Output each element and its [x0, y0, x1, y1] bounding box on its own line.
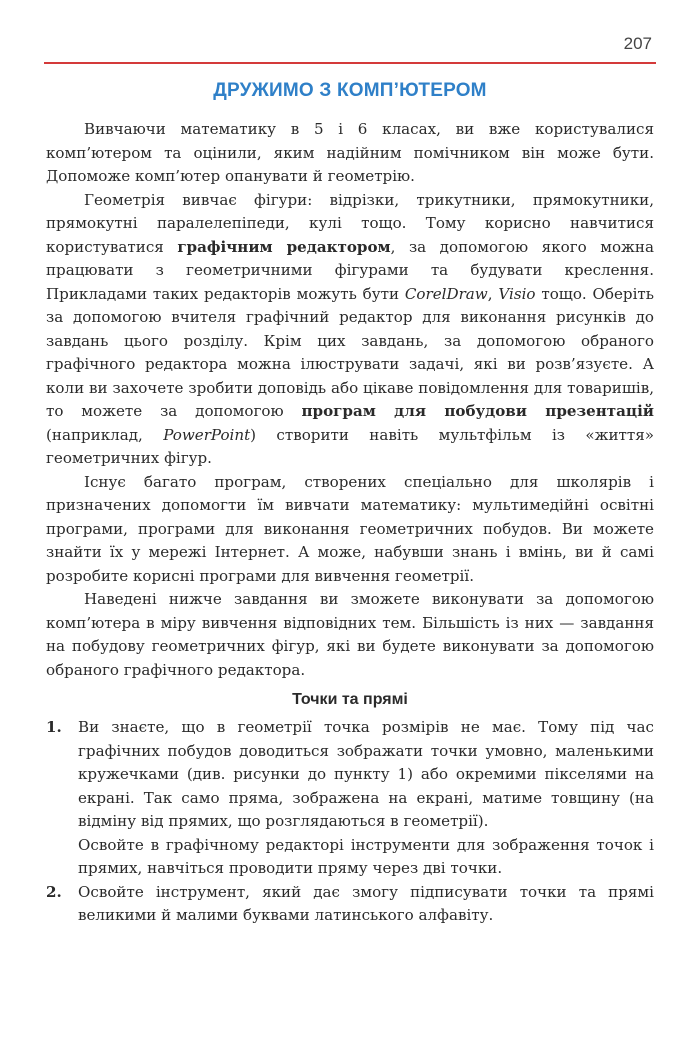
task-text: Освойте інструмент, який дає змогу підписувати точки та прямі великими й малими буквами латинського алфавіту. — [78, 882, 654, 924]
task-extra-text: Освойте в графічному редакторі інструменти для зображення точок і прямих, навчіться проводити пряму через дві точки. — [78, 835, 654, 877]
italic-term-visio: Visio — [498, 284, 536, 303]
bold-term-graphic-editor: графічним редактором — [177, 237, 391, 256]
text-run: , за допомогою якого можна працювати з геометричними фігурами та будувати креслення. Прикладами таких редакторів можуть бути — [46, 237, 654, 303]
text-run: (наприклад, — [46, 425, 164, 444]
task-body — [78, 716, 654, 881]
paragraph-2 — [46, 189, 654, 471]
text-run: , — [487, 284, 499, 303]
task-item — [46, 716, 654, 881]
page-title: ДРУЖИМО З КОМП’ЮТЕРОМ — [213, 80, 487, 101]
section-heading: Точки та прямі — [292, 691, 408, 708]
task-body — [78, 881, 654, 928]
text-run: Геометрія вивчає фігури: відрізки, трикутники, прямокутники, прямокутні паралелепіпеди, кулі тощо. Тому корисно навчитися користуватися — [46, 190, 654, 256]
text-run: ) створити навіть мультфільм із «життя» геометричних фігур. — [46, 425, 655, 467]
paragraph-1: Вивчаючи математику в 5 і 6 класах, ви вже користувалися комп’ютером та оцінили, яким надійним помічником він може бути. Допоможе комп’ютер опанувати й геометрію. — [46, 120, 654, 185]
header-rule — [44, 62, 656, 64]
task-item — [46, 881, 654, 928]
italic-term-powerpoint: PowerPoint — [163, 425, 251, 444]
text-run: тощо. Оберіть за допомогою вчителя графічний редактор для виконання рисунків до завдань цього розділу. Крім цих завдань, за допомогою обраного графічного редактора можна ілюструвати задачі, які ви розв’язуєте. А коли ви захочете зробити доповідь або цікаве повідомлення для товаришів, то можете за допомогою — [46, 284, 654, 420]
task-number: 2. — [46, 882, 62, 901]
bold-term-presentations: програм для побудови презентацій — [301, 402, 654, 420]
italic-term-coreldraw: CorelDraw — [404, 284, 488, 303]
page-number: 207 — [623, 34, 652, 53]
paragraph-3: Існує багато програм, створених спеціально для школярів і призначених допомогти їм вивчати математику: мультимедійні освітні програми, програми для виконання геометричних побудов. Ви можете знайти їх у мережі Інтернет. А може, набувши знань і вмінь, ви й самі розробите корисні програми для вивчення геометрії. — [46, 472, 654, 585]
task-text: Ви знаєте, що в геометрії точка розмірів не має. Тому під час графічних побудов доводиться зображати точки умовно, маленькими кружечками (див. рисунки до пункту 1) або окремими пікселями на екрані. Так само пряма, зображена на екрані, матиме товщину (на відміну від прямих, що розглядаються в геометрії). — [78, 718, 654, 830]
task-number: 1. — [46, 718, 62, 736]
paragraph-4: Наведені нижче завдання ви зможете виконувати за допомогою комп’ютера в міру вивчення відповідних тем. Більшість із них — завдання на побудову геометричних фігур, які ви будете виконувати за допомогою обраного графічного редактора. — [46, 590, 654, 679]
body-text — [46, 118, 654, 928]
